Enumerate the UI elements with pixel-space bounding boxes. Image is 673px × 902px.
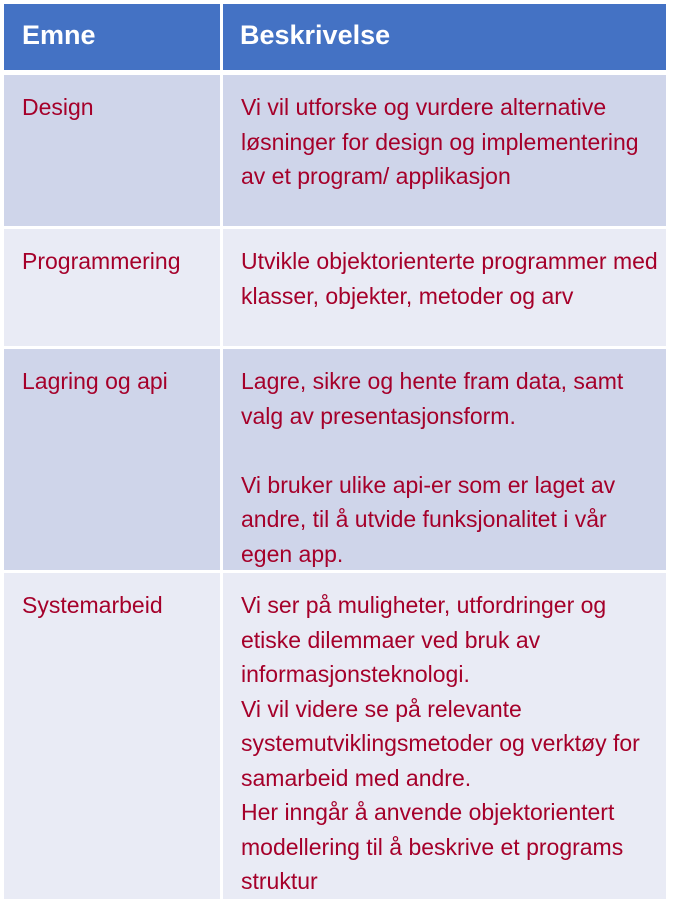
description-cell — [223, 229, 666, 346]
description-cell — [223, 75, 666, 226]
table-row-programmering — [4, 229, 666, 346]
topic-cell: Design — [4, 75, 220, 226]
header-description: Beskrivelse — [223, 4, 666, 70]
description-cell — [223, 349, 666, 570]
table-row-design — [4, 75, 666, 226]
description-text: Utvikle objektorienterte programmer med klasser, objekter, metoder og arv — [241, 248, 658, 309]
topic-cell: Programmering — [4, 229, 220, 346]
description-text: Vi bruker ulike api-er som er laget av andre, til å utvide funksjonalitet i vår egen app. — [241, 471, 616, 567]
description-text: Vi ser på muligheter, utfordringer og etiske dilemmaer ved bruk av informasjonsteknologi. — [241, 592, 607, 687]
table-row-lagring-og-api — [4, 349, 666, 570]
topic-cell: Systemarbeid — [4, 573, 220, 899]
description-text: Lagre, sikre og hente fram data, samt valg av presentasjonsform. — [241, 368, 624, 429]
description-text: Her inngår å anvende objektorientert modellering til å beskrive et programs struktur — [241, 799, 624, 894]
description-text: Vi vil utforske og vurdere alternative løsninger for design og implementering av et program/ applikasjon — [241, 94, 639, 189]
topic-cell: Lagring og api — [4, 349, 220, 570]
paragraph-spacer — [241, 433, 660, 468]
description-text: Vi vil videre se på relevante systemutviklingsmetoder og verktøy for samarbeid med andre. — [241, 695, 640, 791]
header-topic: Emne — [4, 4, 220, 70]
table-row-systemarbeid — [4, 573, 666, 899]
table-header-row — [4, 4, 666, 70]
description-cell — [223, 573, 666, 899]
